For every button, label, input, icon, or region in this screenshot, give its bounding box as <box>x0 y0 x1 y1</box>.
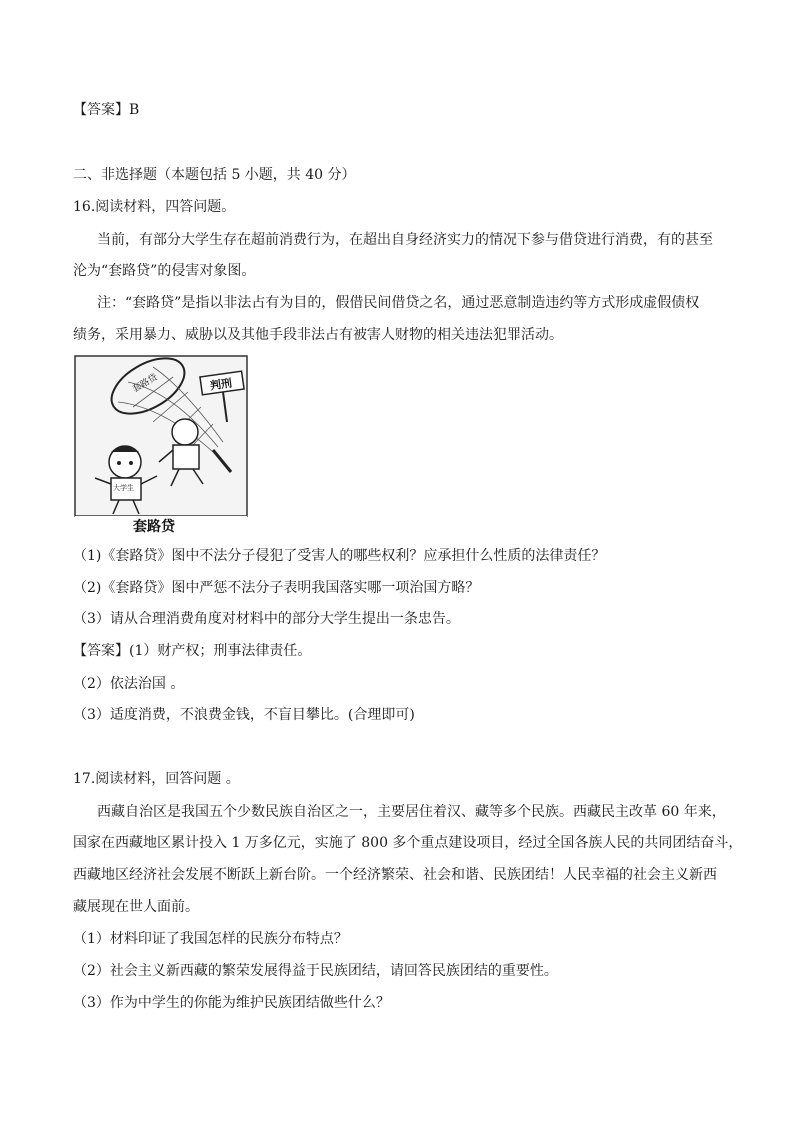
previous-answer: 【答案】B <box>73 102 140 118</box>
q17-sub-question-3: （3）作为中学生的你能为维护民族团结做些什么？ <box>73 995 390 1011</box>
q17-material-line-3: 西藏地区经济社会发展不断跃上新台阶。一个经济繁荣、社会和谐、民族团结！人民幸福的社会主义新西 <box>73 867 717 883</box>
section-title: 二、非选择题（本题包括 5 小题，共 40 分） <box>73 167 356 183</box>
q16-sub-question-2: （2)《套路贷》图中严惩不法分子表明我国落实哪一项治国方略？ <box>73 580 480 596</box>
shirt-label: 大学生 <box>113 484 134 492</box>
q16-sub-question-3: （3）请从合理消费角度对材料中的部分大学生提出一条忠告。 <box>73 611 460 627</box>
question-16-title: 16.阅读材料，四答问题。 <box>73 199 236 215</box>
q17-material-line-4: 藏展现在世人面前。 <box>73 899 199 915</box>
q16-answer-3: （3）适度消费，不浪费金钱，不盲目攀比。(合理即可) <box>73 707 415 723</box>
q17-material-line-2: 国家在西藏地区累计投入 1 万多亿元，实施了 800 多个重点建设项目，经过全国各族人民的共同团结奋斗， <box>73 835 743 851</box>
q17-sub-question-1: （1）材料印证了我国怎样的民族分布特点？ <box>73 931 348 947</box>
cartoon-caption: 套路贷 <box>133 519 175 535</box>
cartoon-image <box>73 352 251 536</box>
q16-material-line-1: 当前，有部分大学生存在超前消费行为，在超出自身经济实力的情况下参与借贷进行消费，有的甚至 <box>97 232 713 248</box>
q16-answer-2: （2）依法治国 。 <box>73 676 185 692</box>
q16-sub-question-1: （1)《套路贷》图中不法分子侵犯了受害人的哪些权利？应承担什么性质的法律责任？ <box>73 548 606 564</box>
q16-note-line-2: 绩务，采用暴力、威胁以及其他手段非法占有被害人财物的相关违法犯罪活动。 <box>73 327 563 343</box>
q17-material-line-1: 西藏自治区是我国五个少数民族自治区之一，主要居住着汉、藏等多个民族。西藏民主改革 60 年来， <box>97 804 726 820</box>
q16-material-line-2: 沦为“套路贷”的侵害对象图。 <box>73 263 256 279</box>
q16-answer-1: 【答案】(1）财产权；刑事法律责任。 <box>73 643 312 659</box>
net-label: 套路贷 <box>131 372 160 395</box>
q16-note-line-1: 注：“套路贷”是指以非法占有为目的，假借民间借贷之名，通过恶意制造违约等方式形成虚假债权 <box>97 295 700 311</box>
question-17-title: 17.阅读材料，回答问题 。 <box>73 771 240 787</box>
q17-sub-question-2: （2）社会主义新西藏的繁荣发展得益于民族团结，请回答民族团结的重要性。 <box>73 963 558 979</box>
sign-label: 判刑 <box>209 376 233 393</box>
